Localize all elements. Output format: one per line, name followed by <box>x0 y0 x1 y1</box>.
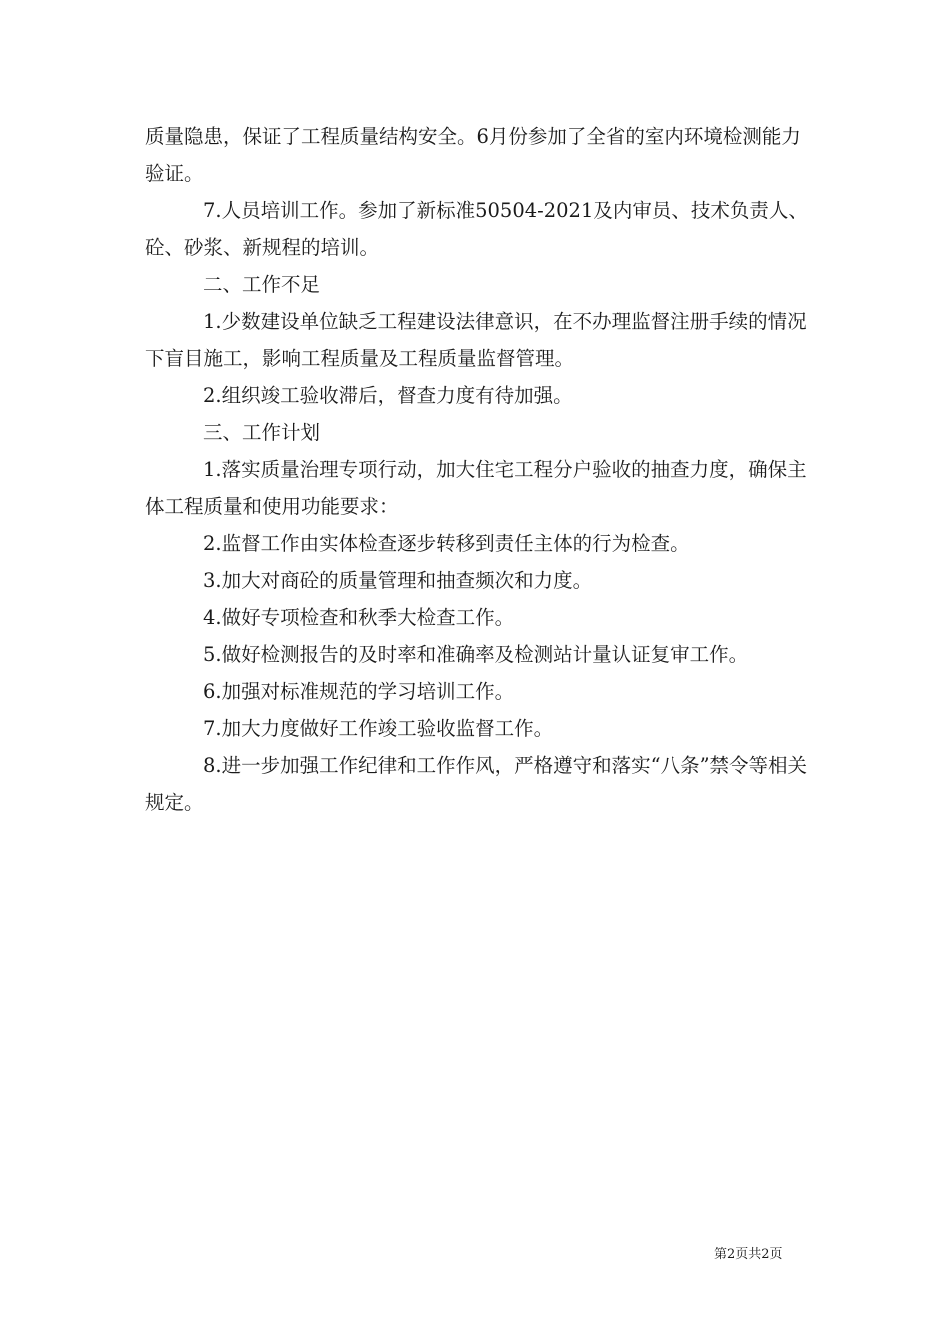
section-heading-shortcomings: 二、工作不足 <box>203 273 321 296</box>
paragraph-7: 1.落实质量治理专项行动，加大住宅工程分户验收的抽查力度，确保主体工程质量和使用功能要求： <box>145 458 807 518</box>
paragraph-13: 7.加大力度做好工作竣工验收监督工作。 <box>203 717 554 740</box>
paragraph-4: 1.少数建设单位缺乏工程建设法律意识，在不办理监督注册手续的情况下盲目施工，影响工程质量及工程质量监督管理。 <box>145 310 807 370</box>
section-heading-plan: 三、工作计划 <box>203 421 321 444</box>
paragraph-11: 5.做好检测报告的及时率和准确率及检测站计量认证复审工作。 <box>203 643 749 666</box>
paragraph-2: 7.人员培训工作。参加了新标准50504-2021及内审员、技术负责人、砼、砂浆、新规程的培训。 <box>145 199 808 259</box>
paragraph-10: 4.做好专项检查和秋季大检查工作。 <box>203 606 515 629</box>
paragraph-14: 8.进一步加强工作纪律和工作作风，严格遵守和落实“八条”禁令等相关规定。 <box>145 754 808 814</box>
paragraph-1: 质量隐患，保证了工程质量结构安全。6月份参加了全省的室内环境检测能力验证。 <box>145 125 801 185</box>
paragraph-5: 2.组织竣工验收滞后，督查力度有待加强。 <box>203 384 573 407</box>
page-number-footer: 第2页共2页 <box>714 1247 783 1262</box>
paragraph-12: 6.加强对标准规范的学习培训工作。 <box>203 680 515 703</box>
paragraph-9: 3.加大对商砼的质量管理和抽查频次和力度。 <box>203 569 593 592</box>
document-body <box>145 118 815 821</box>
paragraph-8: 2.监督工作由实体检查逐步转移到责任主体的行为检查。 <box>203 532 690 555</box>
